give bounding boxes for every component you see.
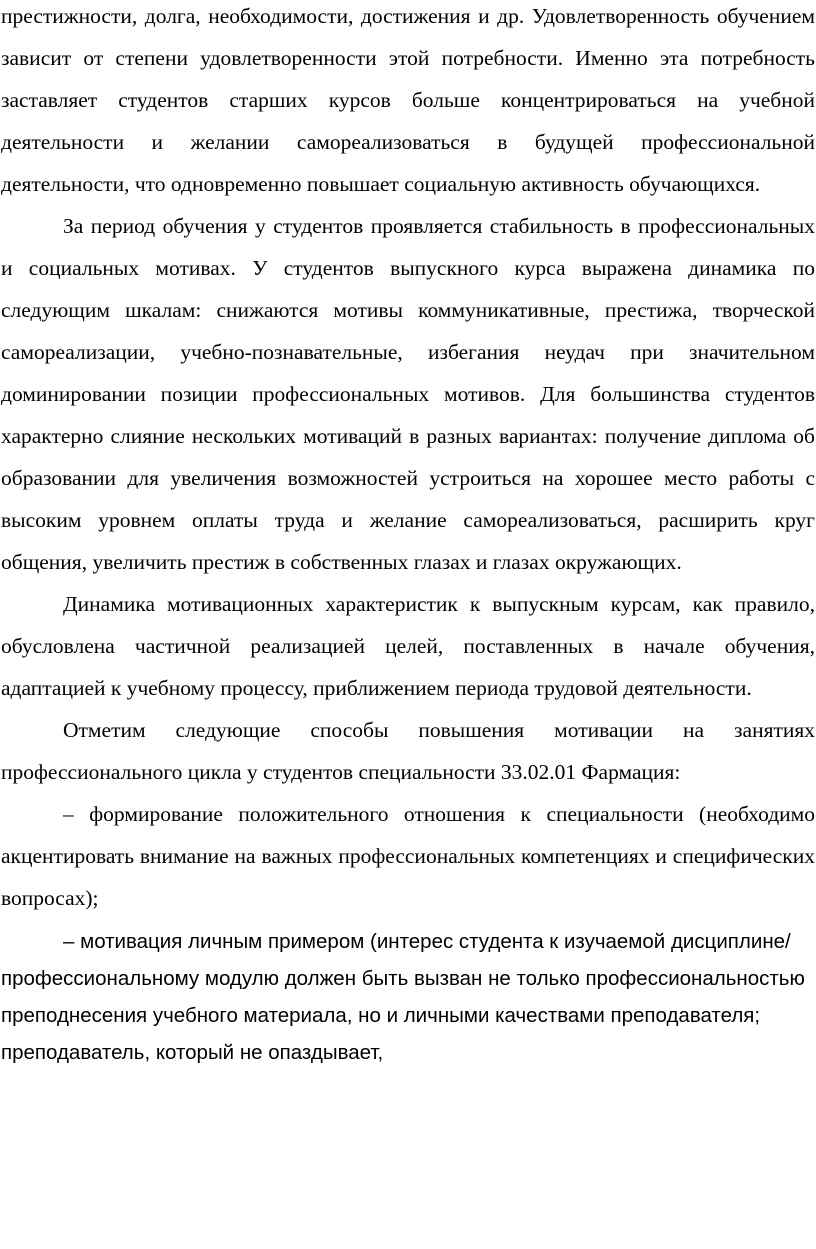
paragraph-continuation: престижности, долга, необходимости, достижения и др. Удовлетворенность обучением зависит от степени удовлетворенности этой потребности. Именно эта потребность заставляет студентов старших курсов больше концентрироваться на учебной деятельности и желании самореализоваться в будущей профессиональной деятельности, что одновременно повышает социальную активность обучающихся. <box>1 4 815 196</box>
list-item-positive-attitude: – формирование положительного отношения к специальности (необходимо акцентировать внимание на важных профессиональных компетенциях и специфических вопросах); <box>1 802 815 910</box>
paragraph-graduate-courses: Динамика мотивационных характеристик к выпускным курсам, как правило, обусловлена частичной реализацией целей, поставленных в начале обучения, адаптацией к учебному процессу, приближением периода трудовой деятельности. <box>1 592 815 700</box>
paragraph-motivation-methods-intro: Отметим следующие способы повышения мотивации на занятиях профессионального цикла у студентов специальности 33.02.01 Фармация: <box>1 718 815 784</box>
list-item-personal-example: – мотивация личным примером (интерес студента к изучаемой дисциплине/профессиональному модулю должен быть вызван не только профессиональностью преподнесения учебного материала, но и личными качествами преподавателя; преподаватель, который не опаздывает, <box>1 930 805 1064</box>
paragraph-motives-dynamics: За период обучения у студентов проявляется стабильность в профессиональных и социальных мотивах. У студентов выпускного курса выражена динамика по следующим шкалам: снижаются мотивы коммуникативные, престижа, творческой самореализации, учебно-познавательные, избегания неудач при значительном доминировании позиции профессиональных мотивов. Для большинства студентов характерно слияние нескольких мотиваций в разных вариантах: получение диплома об образовании для увеличения возможностей устроиться на хорошее место работы с высоким уровнем оплаты труда и желание самореализоваться, расширить круг общения, увеличить престиж в собственных глазах и глазах окружающих. <box>1 214 815 574</box>
